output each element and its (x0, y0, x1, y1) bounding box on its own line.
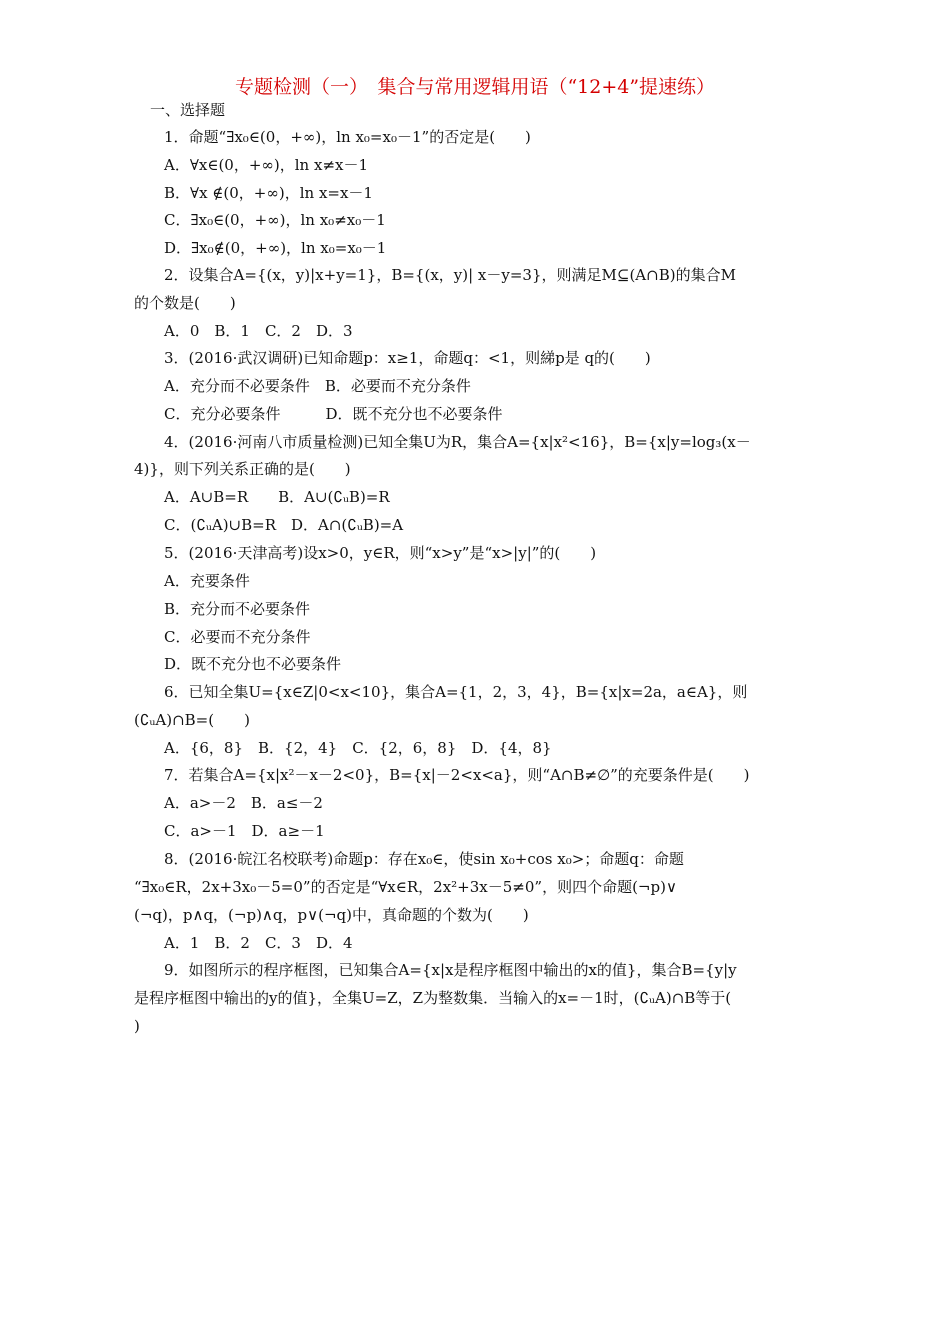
option-line: B．充分而不必要条件 (164, 600, 311, 618)
question-3: 3．(2016·武汉调研)已知命题p：x≥1，命题q：<1，则綈p是 q的( ) (164, 349, 651, 367)
section-heading: 一、选择题 (150, 101, 226, 119)
option-line: A．A∪B=R B．A∪(∁ᵤB)=R (164, 488, 390, 506)
option-line: B．∀x ∉(0，+∞)，ln x=x－1 (164, 184, 373, 202)
document-title: 专题检测（一） 集合与常用逻辑用语（“12+4”提速练） (234, 76, 716, 98)
option-line: C．充分必要条件 D．既不充分也不必要条件 (164, 405, 503, 423)
question-6-cont: (∁ᵤA)∩B=( ) (134, 711, 250, 729)
question-8: 8．(2016·皖江名校联考)命题p：存在x₀∈，使sin x₀+cos x₀>；命题q：命题 (164, 850, 684, 868)
question-8-cont: (¬q)，p∧q，(¬p)∧q，p∨(¬q)中，真命题的个数为( ) (134, 906, 529, 924)
option-line: A．1 B．2 C．3 D．4 (164, 934, 353, 952)
option-line: A．充分而不必要条件 B．必要而不充分条件 (164, 377, 471, 395)
option-line: A．{6，8} B．{2，4} C．{2，6，8} D．{4，8} (164, 739, 552, 757)
question-2-cont: 的个数是( ) (134, 294, 236, 312)
option-line: A．a>－2 B．a≤－2 (164, 794, 323, 812)
question-7: 7．若集合A={x|x²－x－2<0}，B={x|－2<x<a}，则“A∩B≠∅”的充要条件是( ) (164, 766, 750, 784)
question-4: 4．(2016·河南八市质量检测)已知全集U为R，集合A={x|x²<16}，B={x|y=log₃(x－ (164, 433, 751, 451)
option-line: D．∃x₀∉(0，+∞)，ln x₀=x₀－1 (164, 239, 387, 257)
question-8-cont: “∃x₀∈R，2x+3x₀－5=0”的否定是“∀x∈R，2x²+3x－5≠0”，则四个命题(¬p)∨ (134, 878, 677, 896)
question-1: 1．命题“∃x₀∈(0，+∞)，ln x₀=x₀－1”的否定是( ) (164, 128, 531, 146)
option-line: C．必要而不充分条件 (164, 628, 311, 646)
question-4-cont: 4)}，则下列关系正确的是( ) (134, 460, 351, 478)
option-line: D．既不充分也不必要条件 (164, 655, 342, 673)
question-6: 6．已知全集U={x∈Z|0<x<10}，集合A={1，2，3，4}，B={x|x=2a，a∈A}，则 (164, 683, 748, 701)
question-2: 2．设集合A={(x，y)|x+y=1}，B={(x，y)| x－y=3}，则满足M⊆(A∩B)的集合M (164, 266, 736, 284)
option-line: A．∀x∈(0，+∞)，ln x≠x－1 (164, 156, 369, 174)
option-line: C．∃x₀∈(0，+∞)，ln x₀≠x₀－1 (164, 211, 386, 229)
question-5: 5．(2016·天津高考)设x>0，y∈R，则“x>y”是“x>|y|”的( ) (164, 544, 597, 562)
option-line: A．0 B．1 C．2 D．3 (164, 322, 353, 340)
question-9-cont: 是程序框图中输出的y的值}，全集U=Z，Z为整数集．当输入的x=－1时，(∁ᵤA)∩B等于( (134, 989, 732, 1007)
option-line: C．(∁ᵤA)∪B=R D．A∩(∁ᵤB)=A (164, 516, 404, 534)
option-line: C．a>－1 D．a≥－1 (164, 822, 325, 840)
option-line: A．充要条件 (164, 572, 250, 590)
question-9-cont: ) (134, 1017, 140, 1035)
question-9: 9．如图所示的程序框图，已知集合A={x|x是程序框图中输出的x的值}，集合B={y|y (164, 961, 737, 979)
